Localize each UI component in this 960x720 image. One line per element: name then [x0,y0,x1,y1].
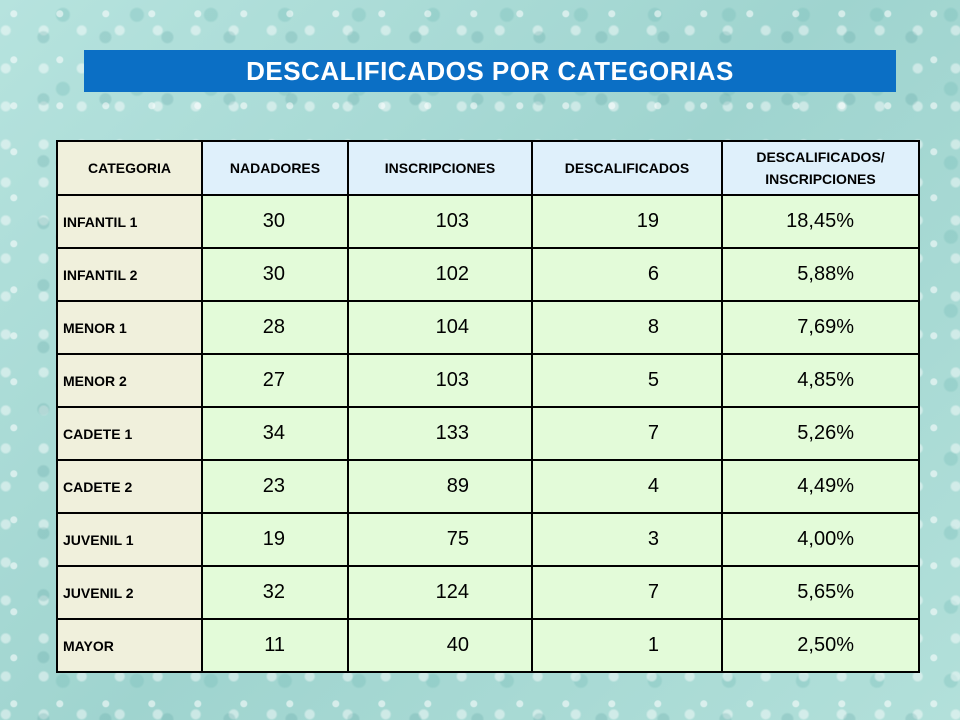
header-ratio [722,141,919,195]
cell-descalificados: 19 [532,195,722,248]
cell-categoria: CADETE 2 [57,460,202,513]
cell-ratio: 5,88% [722,248,919,301]
cell-nadadores: 34 [202,407,348,460]
cell-inscripciones: 40 [348,619,532,672]
cell-ratio: 7,69% [722,301,919,354]
cell-inscripciones: 124 [348,566,532,619]
header-descalificados: DESCALIFICADOS [532,141,722,195]
cell-categoria: MAYOR [57,619,202,672]
cell-inscripciones: 133 [348,407,532,460]
cell-categoria: INFANTIL 2 [57,248,202,301]
cell-ratio: 4,49% [722,460,919,513]
disqualified-table-container [56,140,918,670]
cell-descalificados: 6 [532,248,722,301]
table-row [57,195,919,248]
page-title: DESCALIFICADOS POR CATEGORIAS [246,55,734,86]
cell-nadadores: 28 [202,301,348,354]
cell-nadadores: 30 [202,195,348,248]
table-row [57,619,919,672]
cell-categoria: JUVENIL 1 [57,513,202,566]
cell-ratio: 5,65% [722,566,919,619]
header-inscripciones: INSCRIPCIONES [348,141,532,195]
cell-categoria: MENOR 2 [57,354,202,407]
cell-descalificados: 4 [532,460,722,513]
cell-descalificados: 7 [532,407,722,460]
cell-nadadores: 27 [202,354,348,407]
cell-nadadores: 23 [202,460,348,513]
cell-descalificados: 3 [532,513,722,566]
table-row [57,513,919,566]
table-row [57,407,919,460]
cell-descalificados: 7 [532,566,722,619]
cell-categoria: MENOR 1 [57,301,202,354]
cell-inscripciones: 89 [348,460,532,513]
cell-inscripciones: 102 [348,248,532,301]
table-body [57,195,919,672]
cell-ratio: 2,50% [722,619,919,672]
cell-nadadores: 19 [202,513,348,566]
cell-descalificados: 5 [532,354,722,407]
cell-inscripciones: 103 [348,195,532,248]
disqualified-table [56,140,920,673]
title-banner [84,50,896,92]
table-row [57,248,919,301]
table-row [57,460,919,513]
cell-descalificados: 1 [532,619,722,672]
cell-nadadores: 32 [202,566,348,619]
cell-categoria: CADETE 1 [57,407,202,460]
table-row [57,301,919,354]
cell-ratio: 4,00% [722,513,919,566]
table-row [57,354,919,407]
header-categoria: CATEGORIA [57,141,202,195]
table-header-row [57,141,919,195]
cell-descalificados: 8 [532,301,722,354]
cell-ratio: 18,45% [722,195,919,248]
cell-inscripciones: 103 [348,354,532,407]
cell-categoria: INFANTIL 1 [57,195,202,248]
header-ratio-line1: DESCALIFICADOS/ [756,149,885,165]
cell-inscripciones: 104 [348,301,532,354]
cell-nadadores: 30 [202,248,348,301]
header-ratio-line2: INSCRIPCIONES [765,171,876,187]
cell-ratio: 4,85% [722,354,919,407]
header-nadadores: NADADORES [202,141,348,195]
cell-nadadores: 11 [202,619,348,672]
cell-ratio: 5,26% [722,407,919,460]
table-row [57,566,919,619]
cell-inscripciones: 75 [348,513,532,566]
cell-categoria: JUVENIL 2 [57,566,202,619]
